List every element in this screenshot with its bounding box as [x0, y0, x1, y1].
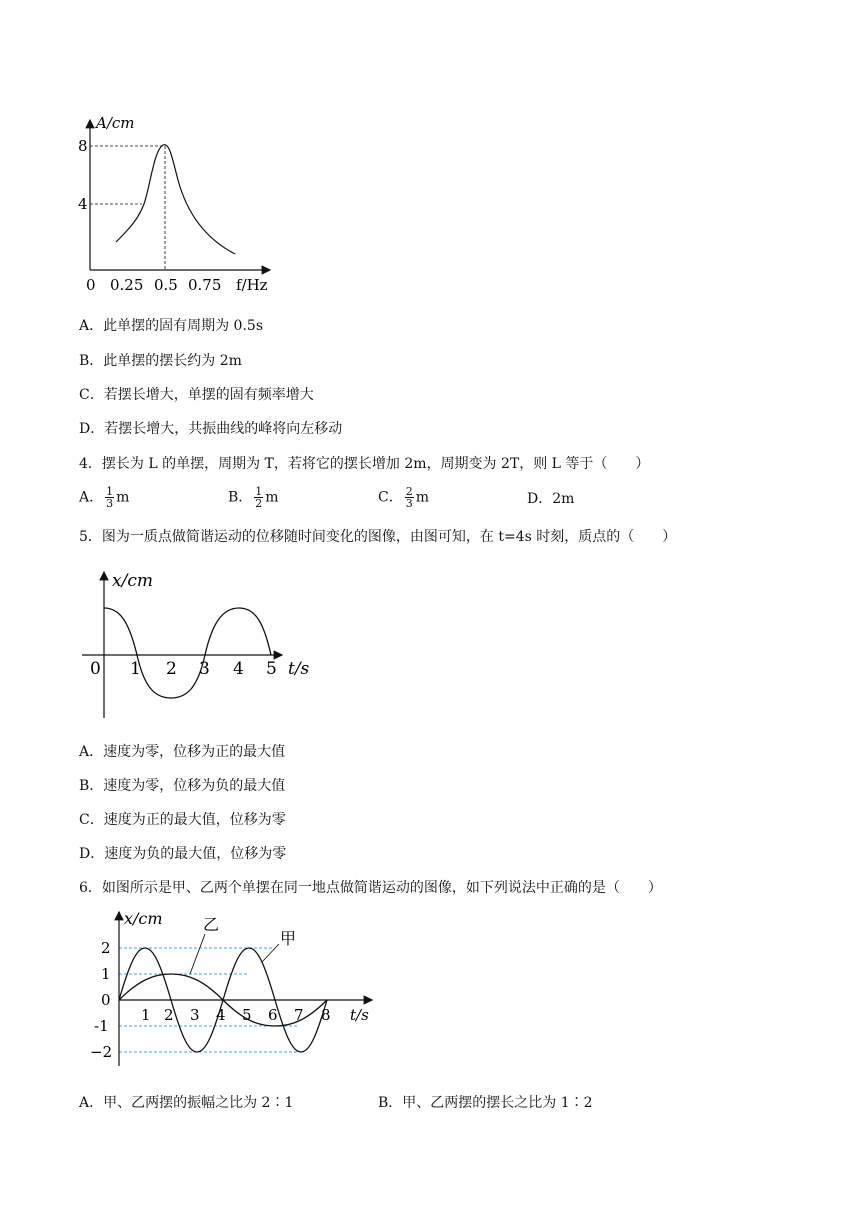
- q3-option-c: C．若摆长增大，单摆的固有频率增大: [79, 387, 314, 403]
- option-label: C．: [378, 489, 403, 506]
- y-tick-8: 8: [78, 137, 88, 155]
- q6-pendulum-graph: [84, 906, 380, 1076]
- fraction: $\frac{2}{3}$: [405, 485, 413, 510]
- y-axis-label: A/cm: [96, 114, 135, 132]
- x-axis-label: t/s: [350, 1006, 369, 1024]
- q4-option-d: [527, 490, 574, 508]
- y-tick-neg1: -1: [94, 1017, 109, 1035]
- x-tick-3: 3: [190, 1006, 200, 1024]
- q5-option-d: D．速度为负的最大值，位移为零: [79, 846, 287, 862]
- x-tick-1: 1: [130, 659, 141, 679]
- x-tick-5: 5: [266, 659, 277, 679]
- x-tick-6: 6: [268, 1006, 278, 1024]
- unit: m: [265, 489, 279, 506]
- x-tick-3: 3: [199, 659, 210, 679]
- y-tick-2: 2: [101, 939, 111, 957]
- y-tick-neg2: −2: [90, 1043, 113, 1061]
- leader-jia: [262, 944, 279, 962]
- q5-stem: 5．图为一质点做简谐运动的位移随时间变化的图像，由图可知，在 t=4s 时刻，质点的（ ）: [79, 529, 677, 545]
- x-tick-2: 2: [166, 659, 177, 679]
- y-tick-4: 4: [78, 195, 88, 213]
- x-tick-075: 0.75: [188, 276, 222, 294]
- q6-option-b: B．甲、乙两摆的摆长之比为 1∶2: [378, 1095, 593, 1111]
- q3-option-b: B．此单摆的摆长约为 2m: [79, 353, 242, 369]
- origin-label: 0: [86, 276, 96, 294]
- fraction: $\frac{1}{3}$: [106, 485, 114, 510]
- q5-displacement-graph: [82, 566, 322, 726]
- option-text: 2m: [552, 491, 575, 507]
- option-label: A．: [79, 489, 104, 506]
- q5-option-a: A．速度为零，位移为正的最大值: [79, 744, 286, 760]
- q4-stem: 4．摆长为 L 的单摆，周期为 T，若将它的摆长增加 2m，周期变为 2T，则 L 等于（ ）: [79, 456, 650, 472]
- option-label: B．: [228, 489, 253, 506]
- x-tick-05: 0.5: [154, 276, 178, 294]
- x-tick-4: 4: [233, 659, 244, 679]
- q6-stem: 6．如图所示是甲、乙两个单摆在同一地点做简谐运动的图像，如下列说法中正确的是（ ）: [79, 880, 662, 896]
- q5-option-b: B．速度为零，位移为负的最大值: [79, 778, 286, 794]
- displacement-curve: [104, 608, 271, 698]
- label-jia: 甲: [280, 929, 297, 948]
- y-axis-label: x/cm: [124, 909, 163, 928]
- y-axis-label: x/cm: [112, 571, 153, 591]
- option-label: D．: [527, 491, 553, 507]
- x-axis-label: t/s: [288, 659, 310, 679]
- origin-label: 0: [101, 991, 111, 1009]
- unit: m: [116, 489, 130, 506]
- x-tick-5: 5: [242, 1006, 252, 1024]
- x-tick-2: 2: [164, 1006, 174, 1024]
- q4-option-c: [378, 486, 429, 509]
- unit: m: [415, 489, 429, 506]
- origin-label: 0: [90, 659, 101, 679]
- fraction: $\frac{1}{2}$: [255, 485, 263, 510]
- q6-option-a: A．甲、乙两摆的振幅之比为 2∶1: [79, 1095, 294, 1111]
- q5-option-c: C．速度为正的最大值，位移为零: [79, 812, 286, 828]
- label-yi: 乙: [203, 915, 220, 934]
- q3-option-d: D．若摆长增大，共振曲线的峰将向左移动: [79, 421, 343, 437]
- x-axis-label: f/Hz: [236, 276, 268, 294]
- y-tick-1: 1: [101, 965, 111, 983]
- x-tick-7: 7: [294, 1006, 304, 1024]
- x-tick-1: 1: [141, 1006, 151, 1024]
- x-tick-025: 0.25: [110, 276, 144, 294]
- x-tick-4: 4: [216, 1006, 226, 1024]
- q4-option-b: [228, 486, 279, 509]
- leader-yi: [190, 934, 205, 974]
- q3-option-a: A．此单摆的固有周期为 0.5s: [79, 318, 264, 334]
- resonance-curve: [116, 145, 235, 254]
- q4-option-a: [79, 486, 129, 509]
- x-tick-8: 8: [321, 1006, 331, 1024]
- resonance-curve-figure: [78, 112, 278, 297]
